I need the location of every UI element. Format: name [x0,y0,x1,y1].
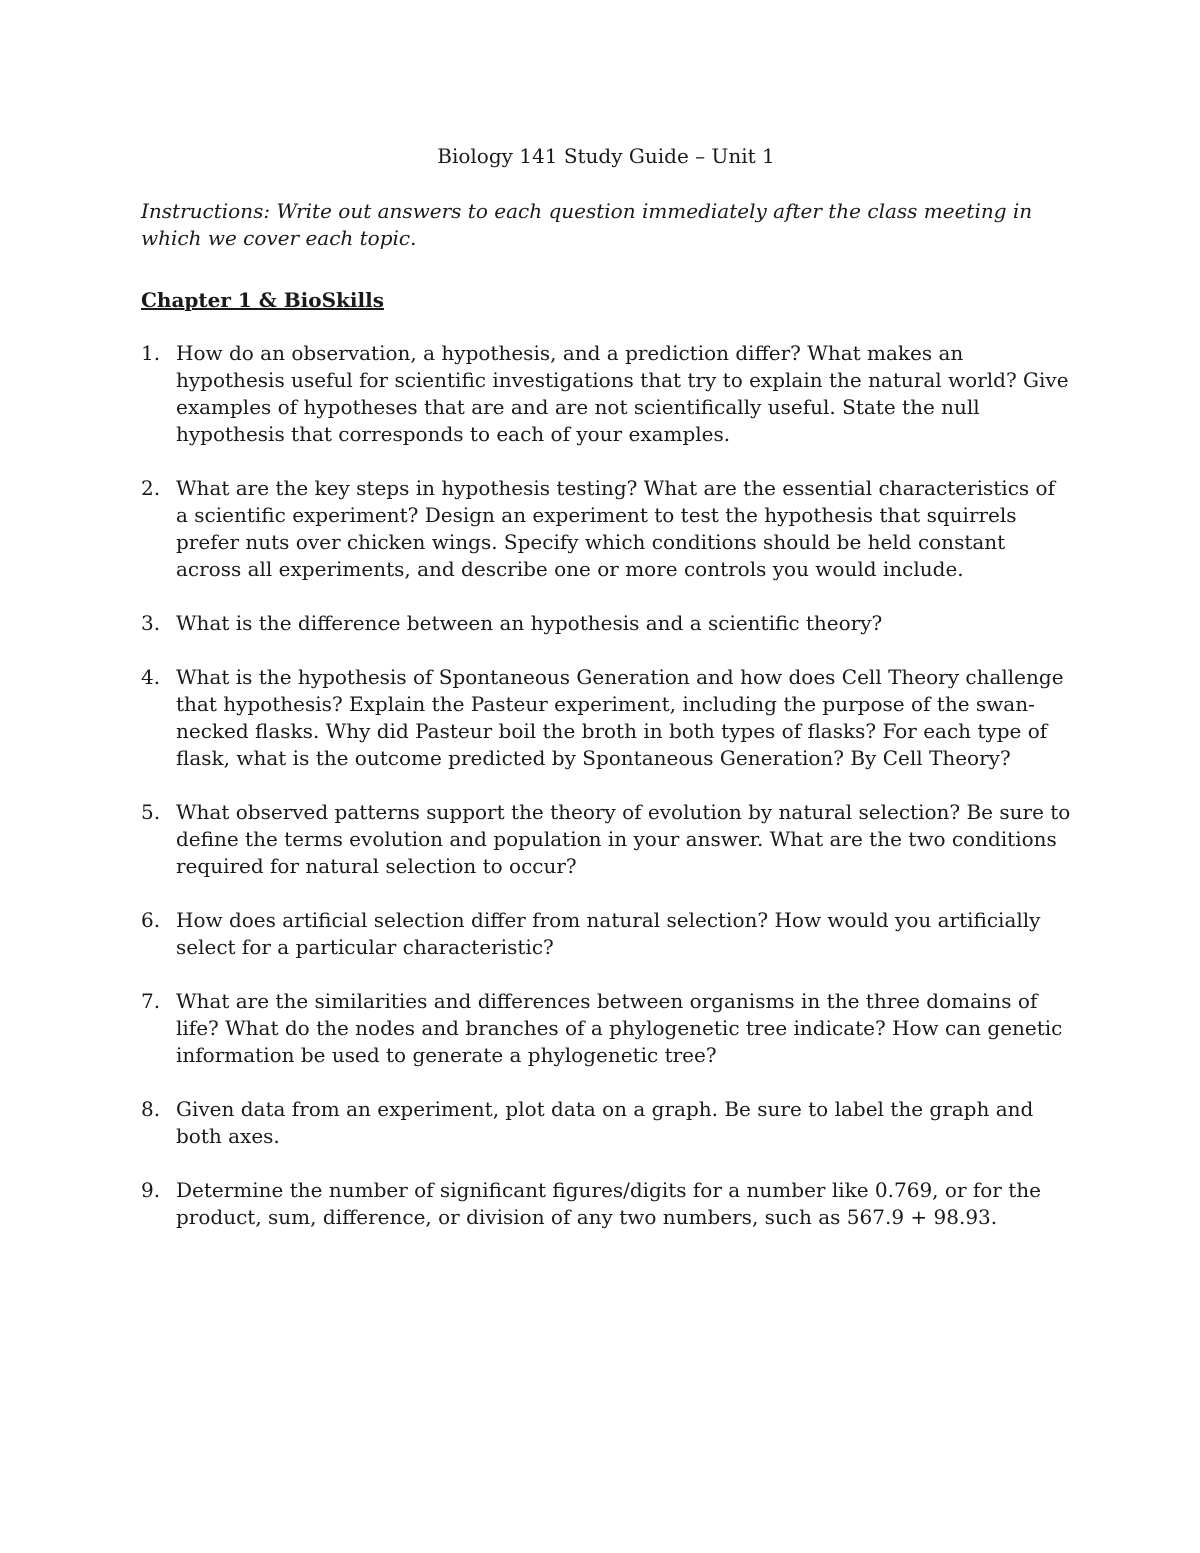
question-text: How do an observation, a hypothesis, and a prediction differ? What makes an hypothesis useful for scientific investigations that try to explain the natural world? Give examples of hypotheses that are and are not scientifically useful. State the null hypothesis that corresponds to each of your examples. [176,341,1069,446]
question-item [141,799,1071,880]
document-title: Biology 141 Study Guide – Unit 1 [437,144,775,168]
section-heading: Chapter 1 & BioSkills [141,288,384,312]
question-text: What are the similarities and differences between organisms in the three domains of life? What do the nodes and branches of a phylogenetic tree indicate? How can genetic information be used to generate a phylogenetic tree? [176,989,1063,1067]
question-number: 8. [141,1097,161,1121]
question-text: What is the difference between an hypothesis and a scientific theory? [176,611,883,635]
question-text: What are the key steps in hypothesis testing? What are the essential characteristics of a scientific experiment? Design an experiment to test the hypothesis that squirrels prefer nuts over chicken wings. Specify which conditions should be held constant across all experiments, and describe one or more controls you would include. [176,476,1055,581]
question-number: 5. [141,800,161,824]
question-text: What observed patterns support the theory of evolution by natural selection? Be sure to define the terms evolution and population in your answer. What are the two conditions required for natural selection to occur? [176,800,1071,878]
question-list [141,340,1071,1231]
question-text: Determine the number of significant figures/digits for a number like 0.769, or for the product, sum, difference, or division of any two numbers, such as 567.9 + 98.93. [176,1178,1041,1229]
instructions-text: Instructions: Write out answers to each question immediately after the class meeting in which we cover each topic. [141,199,1033,250]
question-item [141,907,1071,961]
document-body [141,143,1071,1258]
question-text: Given data from an experiment, plot data on a graph. Be sure to label the graph and both axes. [176,1097,1034,1148]
question-item [141,1096,1071,1150]
question-number: 1. [141,341,161,365]
question-item [141,610,1071,637]
question-item [141,475,1071,583]
question-number: 9. [141,1178,161,1202]
question-number: 2. [141,476,161,500]
question-item [141,340,1071,448]
question-item [141,988,1071,1069]
question-item [141,1177,1071,1231]
question-number: 7. [141,989,161,1013]
question-number: 3. [141,611,161,635]
question-item [141,664,1071,772]
question-text: What is the hypothesis of Spontaneous Generation and how does Cell Theory challenge that hypothesis? Explain the Pasteur experiment, including the purpose of the swan-necked flasks. Why did Pasteur boil the broth in both types of flasks? For each type of flask, what is the outcome predicted by Spontaneous Generation? By Cell Theory? [176,665,1064,770]
question-number: 6. [141,908,161,932]
question-number: 4. [141,665,161,689]
question-text: How does artificial selection differ from natural selection? How would you artificially select for a particular characteristic? [176,908,1041,959]
